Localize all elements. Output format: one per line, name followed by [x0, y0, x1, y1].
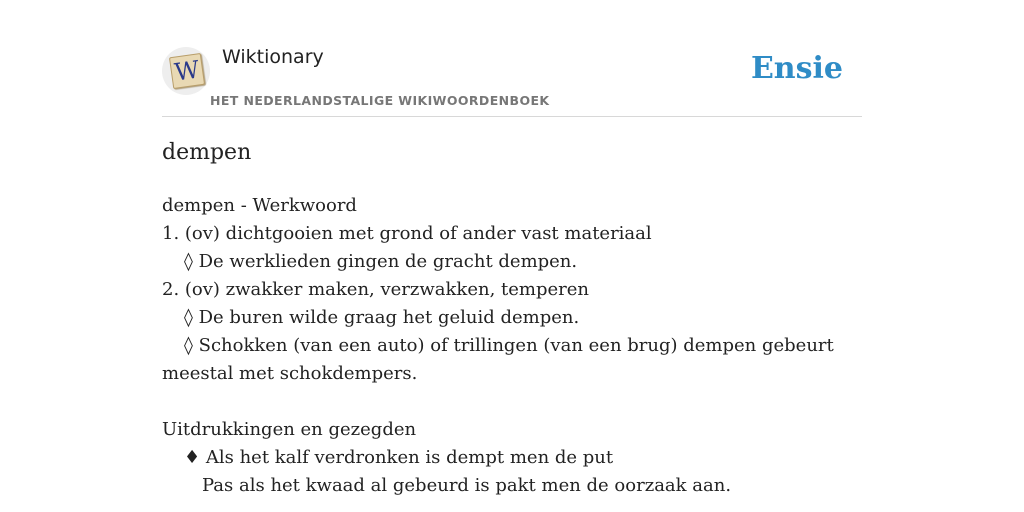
- spacer: [162, 388, 862, 416]
- page-title: dempen: [162, 140, 252, 165]
- expression-meaning: Pas als het kwaad al gebeurd is pakt men de oorzaak aan.: [202, 475, 732, 496]
- part-of-speech: dempen - Werkwoord: [162, 195, 357, 216]
- page: [162, 0, 862, 496]
- sense-1-example-1: ◊ De werklieden gingen de gracht dempen.: [184, 251, 578, 272]
- sense-2-example-2: ◊ Schokken (van een auto) of trillingen (van een brug) dempen gebeurt meestal met schokdempers.: [162, 335, 834, 384]
- wiktionary-logo[interactable]: [162, 47, 210, 95]
- expression-phrase: ♦ Als het kalf verdronken is dempt men de put: [184, 447, 614, 468]
- ensie-brand-link[interactable]: Ensie: [750, 51, 843, 86]
- site-subtitle: HET NEDERLANDSTALIGE WIKIWOORDENBOEK: [210, 93, 550, 108]
- entry-content: [162, 192, 862, 500]
- sense-2: 2. (ov) zwakker maken, verzwakken, temperen: [162, 279, 590, 300]
- site-title[interactable]: Wiktionary: [222, 46, 324, 68]
- sense-2-example-1: ◊ De buren wilde graag het geluid dempen.: [184, 307, 580, 328]
- site-header: [162, 0, 862, 117]
- expressions-heading: Uitdrukkingen en gezegden: [162, 419, 417, 440]
- logo-tile-icon: W: [169, 53, 205, 89]
- sense-1: 1. (ov) dichtgooien met grond of ander vast materiaal: [162, 223, 652, 244]
